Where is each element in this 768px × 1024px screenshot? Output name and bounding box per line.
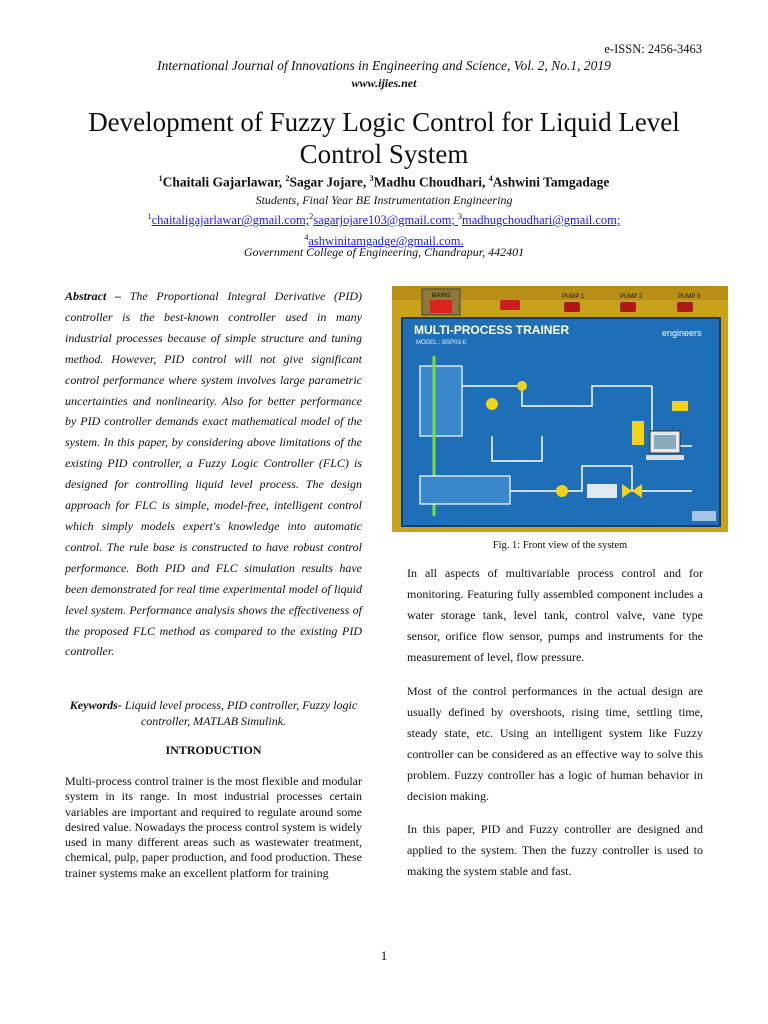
author-3-sup: 3 [369, 174, 374, 183]
author-2-name: Sagar Jojare, [289, 174, 370, 190]
issn-label: e-ISSN: 2456-3463 [604, 42, 702, 56]
trainer-panel-illustration [392, 286, 728, 532]
email-2-sup: 2 [309, 212, 314, 221]
email-1-link[interactable]: chaitaligajarlawar@gmail.com; [151, 213, 310, 228]
author-1-sup: 1 [158, 174, 163, 183]
author-2-sup: 2 [285, 174, 290, 183]
paper-title: Development of Fuzzy Logic Control for Liquid Level Control System [88, 107, 680, 169]
i-p-converter [672, 401, 688, 411]
pump-2-symbol [486, 398, 498, 410]
controller-box [632, 421, 644, 445]
brand-logo-text: engineers [662, 328, 702, 338]
mains-label: MAINS [431, 293, 451, 299]
journal-name: International Journal of Innovations in Engineering and Science, Vol. 2, No.1, 2019 [157, 58, 611, 73]
author-1-name: Chaitali Gajarlawar, [162, 174, 286, 190]
abstract [65, 286, 362, 662]
keywords-text: Liquid level process, PID controller, Fuzzy logic controller, MATLAB Simulink. [121, 698, 358, 728]
right-paragraph-1: In all aspects of multivariable process control and for monitoring. Featuring fully assembled component includes a water storage tank, level tank, control valve, vane type sensor, orifice flow sensor, pumps and instruments for the measurement of level, flow pressure. [407, 566, 703, 664]
author-3-name: Madhu Choudhari, [373, 174, 489, 190]
mains-switch [430, 300, 452, 313]
journal-website: www.ijies.net [351, 76, 417, 90]
email-4-link[interactable]: ashwinitamgadge@gmail.com. [308, 234, 464, 249]
email-4-sup: 4 [304, 233, 309, 243]
indicator-light-red [500, 300, 520, 310]
page-number: 1 [380, 948, 388, 963]
college-affiliation: Government College of Engineering, Chandrapur, 442401 [243, 245, 525, 259]
abstract-label: Abstract – [65, 289, 122, 303]
sump-tank [420, 476, 510, 504]
pump-2-label: PUMP 2 [620, 294, 643, 300]
keywords-label: Keywords- [69, 698, 122, 712]
keywords [65, 697, 362, 729]
email-2-link[interactable]: sagarjojare103@gmail.com; [313, 213, 459, 228]
author-list [0, 174, 768, 191]
affiliation-students: Students, Final Year BE Instrumentation Engineering [255, 193, 513, 207]
level-tank [420, 366, 462, 436]
abstract-text: The Proportional Integral Derivative (PID) controller is the best-known controller used in many industrial processes because of simple structure and tuning method. However, PID control will not give significant control performance where system involves large parametric uncertainties and nonlinearity. Also for better performance by PID controller demands exact mathematical model of the system. In this paper, by considering above limitations of the existing PID controller, a Fuzzy Logic Controller (FLC) is designed for controlling liquid level process. The design approach for FLC is simple, model-free, intelligent control which simply models expert's knowledge into automatic control. The rule base is constructed to have robust control performance. Both PID and FLC simulation results have been demonstrated for real time experimental model of liquid level system. Performance analysis shows the effectiveness of the proposed FLC method as compared to the existing PID controller. [65, 289, 362, 659]
panel-model: MODEL : BSP03-E [416, 340, 467, 346]
author-4-name: Ashwini Tamgadage [492, 174, 610, 190]
introduction-heading: INTRODUCTION [165, 743, 262, 757]
flow-meter [587, 484, 617, 498]
author-emails [100, 208, 668, 250]
figure-caption: Fig. 1: Front view of the system [492, 540, 628, 551]
figure-front-view-photo [392, 286, 728, 532]
pump-1-switch [564, 302, 580, 312]
introduction-text: Multi-process control trainer is the most flexible and modular system in its range. In most industrial processes certain variables are important and required to regulate around some desired value. Nowadays the process control system is widely used in many different areas such as wastewater treatment, chemical, pulp, paper production, and food production. These trainer systems make an excellent platform for training [65, 774, 362, 880]
pump-1-symbol [556, 485, 568, 497]
right-paragraph-2: Most of the control performances in the actual design are usually defined by overshoots, rising time, settling time, steady state, etc. Using an intelligent system like Fuzzy controller can be considered as an effective way to solve this problem. Fuzzy controller has a logic of human behavior in decision making. [407, 684, 703, 803]
pump-1-label: PUMP 1 [562, 294, 585, 300]
email-3-sup: 3 [458, 212, 463, 221]
panel-banner: MULTI-PROCESS TRAINER [414, 323, 570, 337]
email-1-sup: 1 [147, 212, 152, 221]
pump-2-switch [620, 302, 636, 312]
orifice-symbol [517, 381, 527, 391]
pump-3-switch [677, 302, 693, 312]
pump-3-label: PUMP 3 [678, 294, 701, 300]
right-paragraph-3: In this paper, PID and Fuzzy controller are designed and applied to the system. Then the fuzzy controller is used to making the system stable and fast. [407, 822, 703, 878]
email-3-link[interactable]: madhugchoudhari@gmail.com; [462, 213, 621, 228]
author-4-sup: 4 [488, 174, 493, 183]
